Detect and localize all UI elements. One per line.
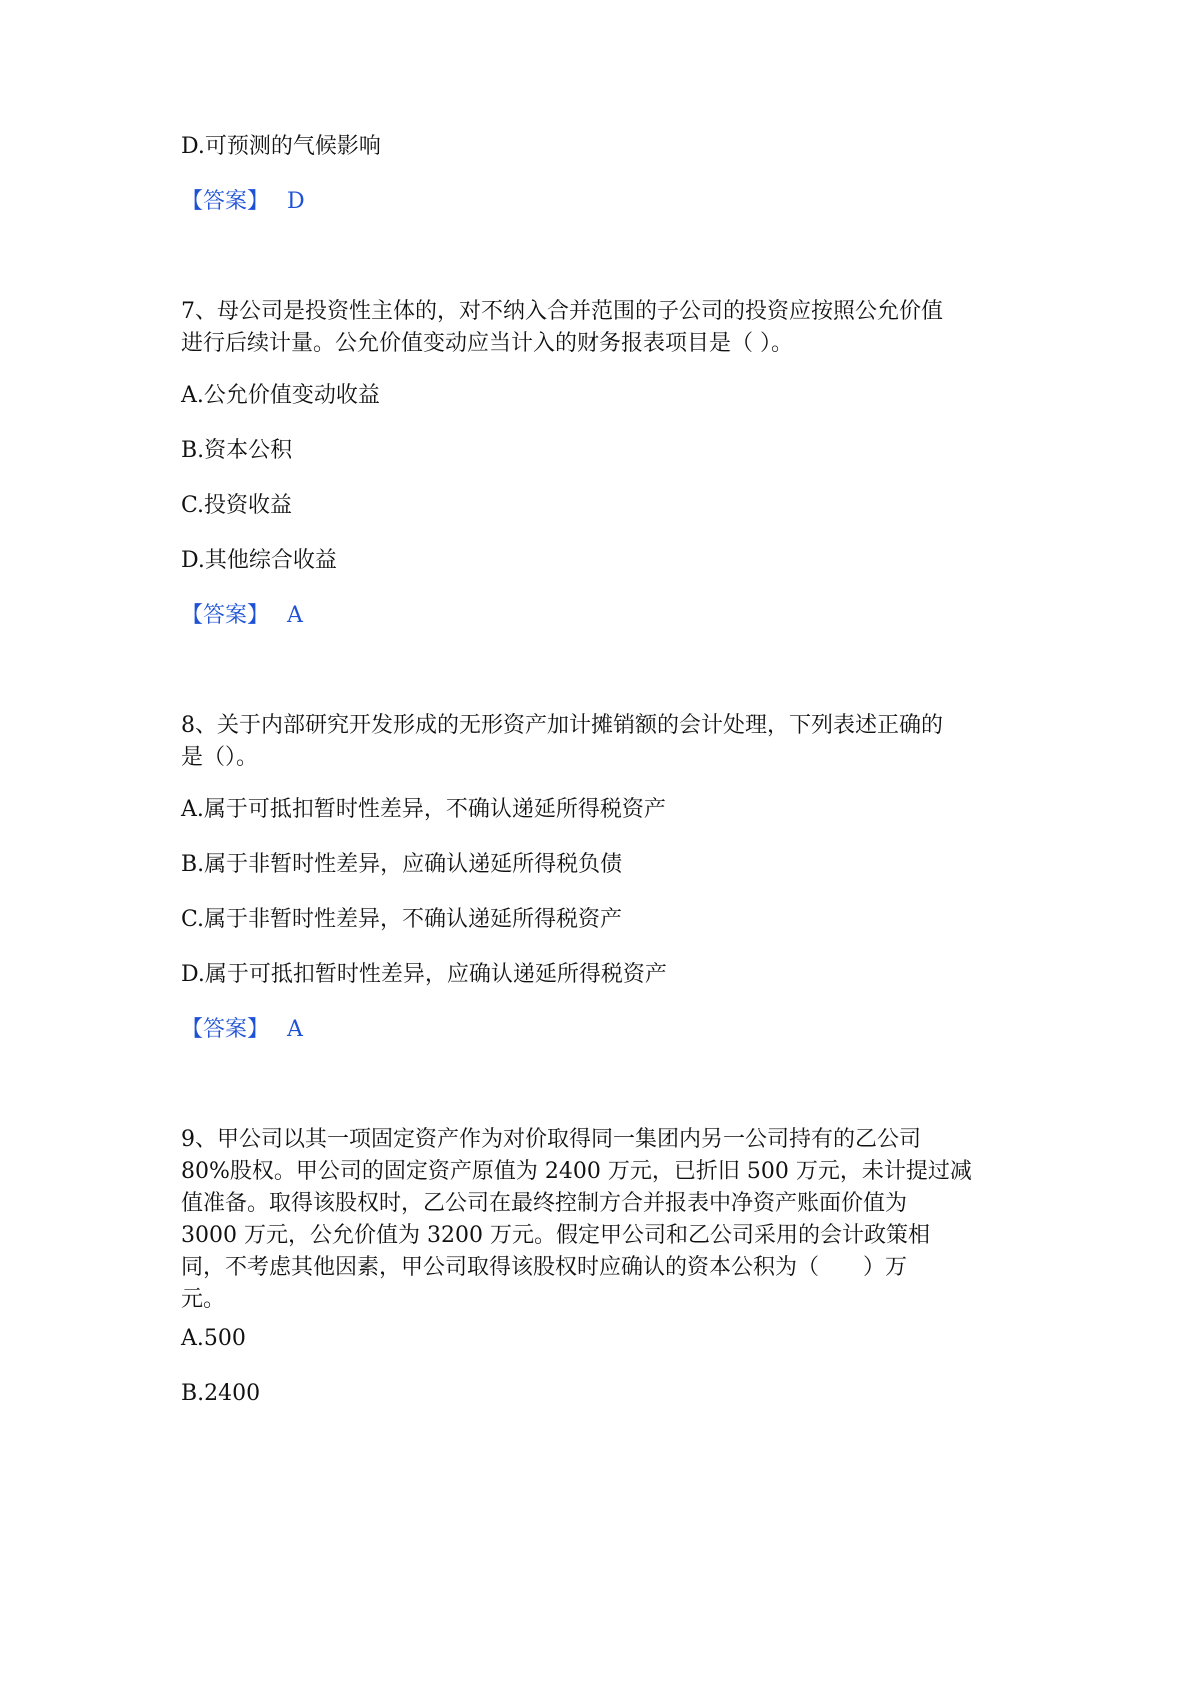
q9-stem [181,1124,1021,1316]
q7-stem-line: 进行后续计量。公允价值变动应当计入的财务报表项目是（ ）。 [181,331,793,356]
q6-option-d: D.可预测的气候影响 [181,134,381,159]
q7-option-c: C.投资收益 [181,493,293,518]
q6-answer [181,186,305,218]
q8-option-a: A.属于可抵扣暂时性差异，不确认递延所得税资产 [181,797,666,822]
q9-option-a: A.500 [181,1326,246,1351]
q7-stem-line: 7、母公司是投资性主体的，对不纳入合并范围的子公司的投资应按照公允价值 [181,299,943,324]
answer-label: 【答案】 [181,1017,270,1042]
q7-option-b: B.资本公积 [181,438,293,463]
answer-value: D [287,189,305,214]
answer-value: A [287,1017,303,1042]
answer-label: 【答案】 [181,189,270,214]
q7-option-a: A.公允价值变动收益 [181,383,380,408]
q8-stem-line: 是（）。 [181,745,259,770]
q9-stem-line: 值准备。取得该股权时，乙公司在最终控制方合并报表中净资产账面价值为 [181,1191,908,1216]
q7-stem [181,296,1021,360]
answer-label: 【答案】 [181,603,270,628]
q9-stem-line: 80%股权。甲公司的固定资产原值为 2400 万元，已折旧 500 万元，未计提过减 [181,1159,972,1184]
q7-answer [181,600,303,632]
q9-stem-line: 9、甲公司以其一项固定资产作为对价取得同一集团内另一公司持有的乙公司 [181,1127,921,1152]
q9-option-b: B.2400 [181,1381,261,1406]
q7-option-d: D.其他综合收益 [181,548,337,573]
q8-answer [181,1014,303,1046]
q9-stem-line: 元。 [181,1287,226,1312]
q8-stem [181,710,1021,774]
q8-option-b: B.属于非暂时性差异，应确认递延所得税负债 [181,852,623,877]
q8-option-d: D.属于可抵扣暂时性差异，应确认递延所得税资产 [181,962,667,987]
q8-stem-line: 8、关于内部研究开发形成的无形资产加计摊销额的会计处理，下列表述正确的 [181,713,943,738]
answer-value: A [287,603,303,628]
q8-option-c: C.属于非暂时性差异，不确认递延所得税资产 [181,907,623,932]
q9-stem-line: 同，不考虑其他因素，甲公司取得该股权时应确认的资本公积为（ ）万 [181,1255,908,1280]
q9-stem-line: 3000 万元，公允价值为 3200 万元。假定甲公司和乙公司采用的会计政策相 [181,1223,930,1248]
